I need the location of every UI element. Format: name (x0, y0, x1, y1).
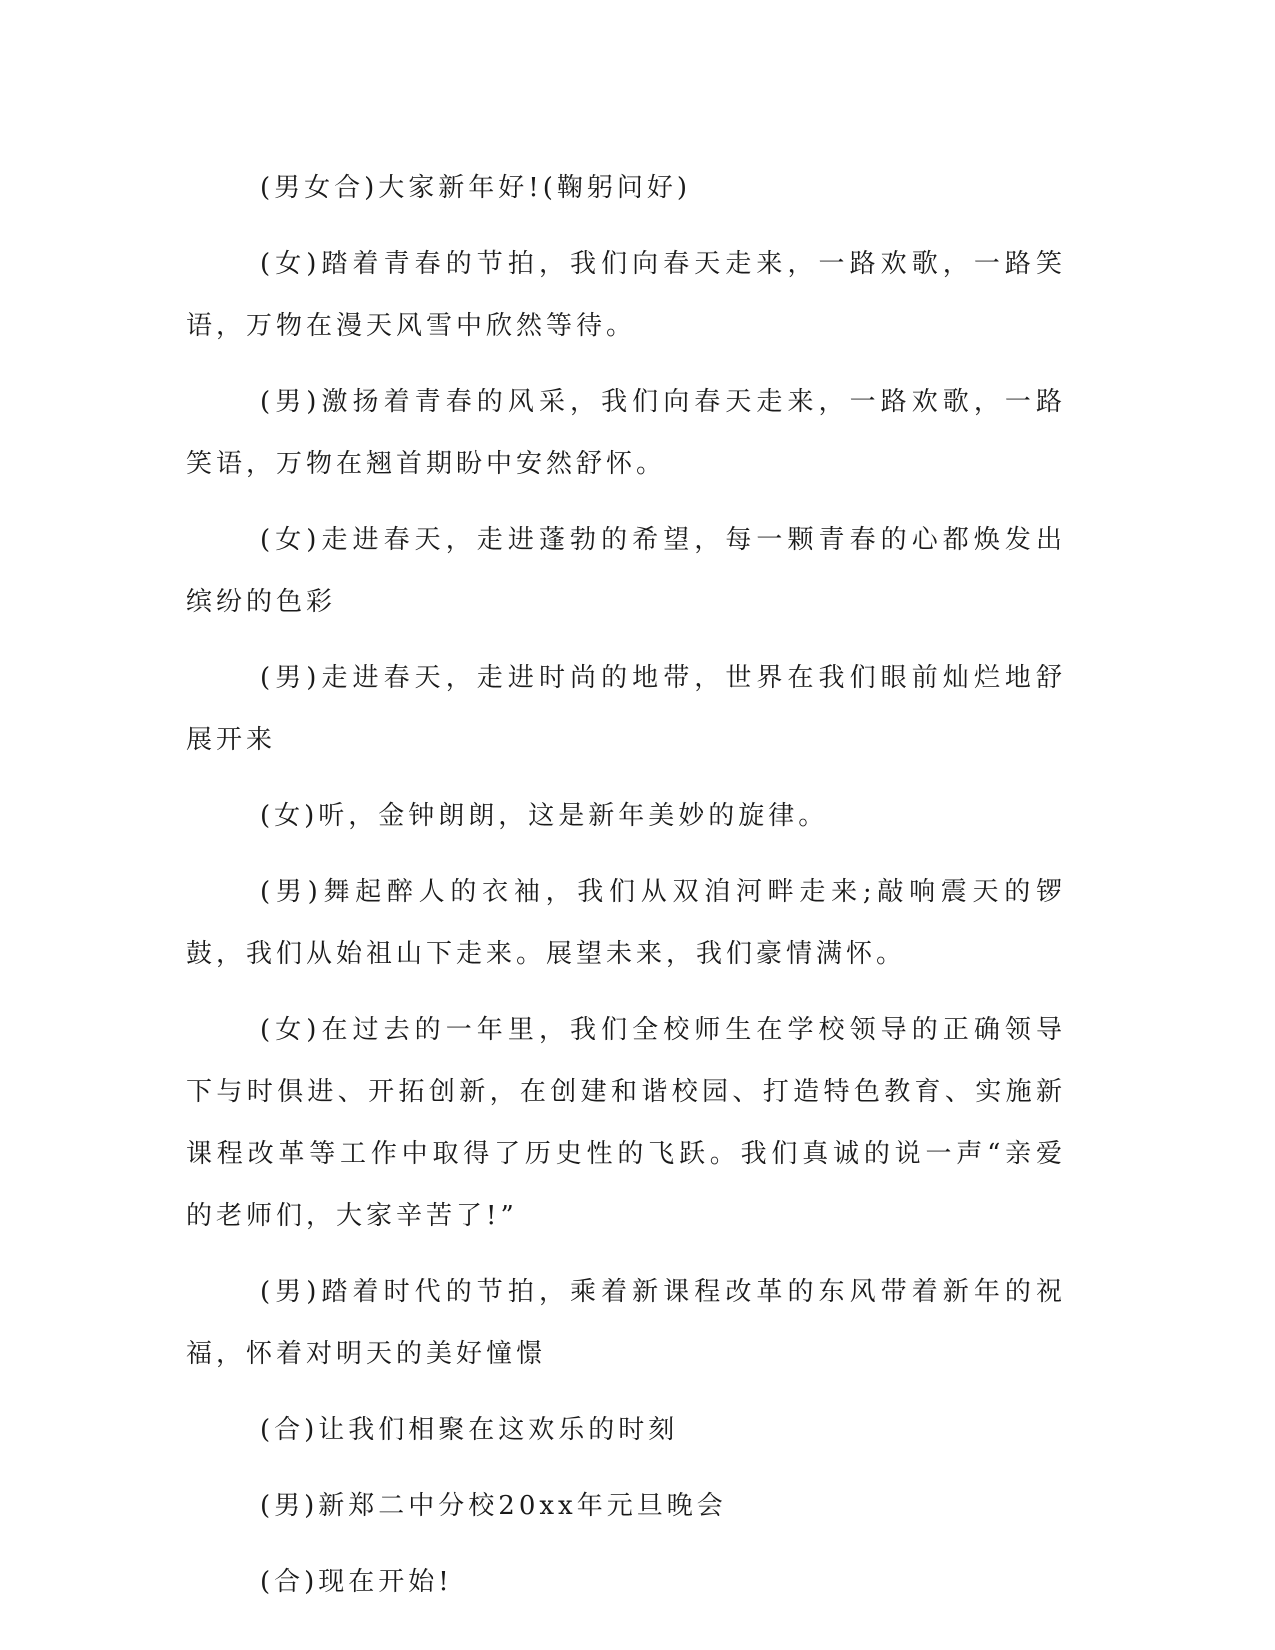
paragraph-greeting: (男女合)大家新年好!(鞠躬问好) (260, 173, 692, 203)
paragraph-male-3: (男)舞起醉人的衣袖，我们从双洎河畔走来;敲响震天的锣鼓，我们从始祖山下走来。展望未来，我们豪情满怀。 (186, 877, 1066, 969)
paragraph-male-2: (男)走进春天，走进时尚的地带，世界在我们眼前灿烂地舒展开来 (186, 663, 1066, 755)
paragraph-female-4: (女)在过去的一年里，我们全校师生在学校领导的正确领导下与时俱进、开拓创新，在创建和谐校园、打造特色教育、实施新课程改革等工作中取得了历史性的飞跃。我们真诚的说一声“亲爱的老师们，大家辛苦了!” (186, 1015, 1066, 1231)
paragraph-male-1: (男)激扬着青春的风采，我们向春天走来，一路欢歌，一路笑语，万物在翘首期盼中安然舒怀。 (186, 387, 1066, 479)
paragraph-female-2: (女)走进春天，走进蓬勃的希望，每一颗青春的心都焕发出缤纷的色彩 (186, 525, 1066, 617)
paragraph-together-2: (合)现在开始! (260, 1567, 453, 1597)
paragraph-female-3: (女)听，金钟朗朗，这是新年美妙的旋律。 (260, 801, 829, 831)
paragraph-male-5: (男)新郑二中分校20xx年元旦晚会 (260, 1491, 727, 1521)
paragraph-female-1: (女)踏着青春的节拍，我们向春天走来，一路欢歌，一路笑语，万物在漫天风雪中欣然等待。 (186, 249, 1066, 341)
document-body (186, 157, 1066, 1627)
paragraph-together-1: (合)让我们相聚在这欢乐的时刻 (260, 1415, 679, 1445)
paragraph-male-4: (男)踏着时代的节拍，乘着新课程改革的东风带着新年的祝福，怀着对明天的美好憧憬 (186, 1277, 1066, 1369)
